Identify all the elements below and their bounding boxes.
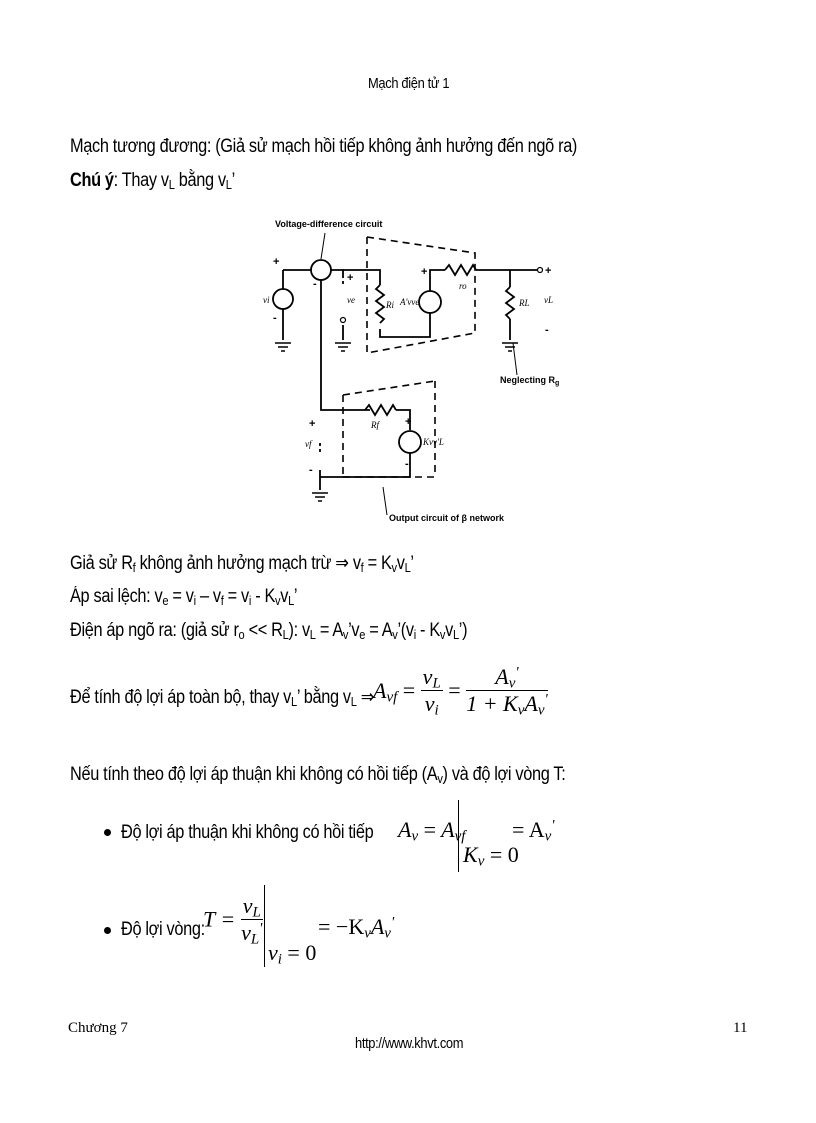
line-output-voltage: Điện áp ngõ ra: (giả sử $r_o << R_L$): $v_L$ = $A_v’v_e$ = $A_v’(v_i$ - $K_vv_L$’) [70, 620, 468, 643]
note-label: Chú ý [70, 170, 114, 191]
kv-label: Kvv'L [423, 437, 444, 447]
svg-text:+: + [421, 266, 428, 278]
neglecting-label: Neglecting $R_g$ [500, 375, 560, 387]
svg-text:+: + [545, 265, 552, 277]
rl-label: RL [519, 298, 530, 308]
line-forward-and-loop: Nếu tính theo độ lợi áp thuận khi không có hồi tiếp $(A_v)$ và độ lợi vòng T: [70, 764, 566, 787]
svg-text:+: + [273, 256, 280, 268]
fraction-vl-vi: $\frac{v_L}{v_i}$ [422, 664, 441, 719]
ri-label: Ri [386, 300, 394, 310]
footer-url[interactable]: http://www.khvt.com [355, 1035, 464, 1052]
svg-text:-: - [313, 278, 317, 290]
eq2-condition: $K_v = 0$ [463, 842, 519, 870]
eq3-condition: $v_i = 0$ [268, 940, 317, 968]
vl-label: vL [544, 295, 553, 305]
feedback-circuit-diagram [255, 215, 565, 533]
fraction-vl-vlprime: $\frac{v_L}{v_L'}$ [241, 893, 263, 948]
evaluation-bar [264, 885, 265, 967]
footer-chapter: Chương 7 [68, 1020, 128, 1036]
line-error-voltage: Áp sai lệch: $v_e = v_i - v_f = v_i - K_vv_L$’ [70, 586, 298, 609]
eq3-result: = $-K_vA_v'$ [318, 914, 395, 942]
vf-label: vf [305, 439, 312, 449]
svg-text:+: + [405, 416, 412, 428]
equation-avf: $A_{vf}$ = $\frac{v_L}{v_i}$ = $\frac{A_v'}{1 + K_vA_v'}$ [373, 664, 548, 719]
line-total-gain: Để tính độ lợi áp toàn bộ, thay $v_L$’ bằng $v_L$ ⇒ [70, 687, 375, 710]
bullet-dot [104, 927, 111, 934]
equation-av: $A_v = A_{vf}$ [398, 817, 466, 845]
equation-loop-gain: T = $\frac{v_L}{v_L'}$ [203, 893, 263, 948]
ve-label: ve [347, 295, 355, 305]
voltage-difference-label: Voltage-difference circuit [275, 219, 383, 229]
eq2-result: = $A_v'$ [512, 817, 555, 845]
line-assume-rf: Giả sử $R_f$ không ảnh hưởng mạch trừ ⇒ $v_f = K_vv_L$’ [70, 553, 414, 576]
svg-text:+: + [309, 418, 316, 430]
fraction-closed-loop-gain: $\frac{A_v'}{1 + K_vA_v'}$ [466, 664, 548, 719]
av-label: A'vve [400, 297, 420, 307]
bullet-loop-gain-text: Độ lợi vòng: [121, 919, 205, 940]
svg-text:-: - [545, 324, 549, 336]
intro-line: Mạch tương đương: (Giả sử mạch hồi tiếp không ảnh hưởng đến ngõ ra) [70, 136, 578, 157]
bullet-forward-gain-text: Độ lợi áp thuận khi không có hồi tiếp [121, 822, 374, 843]
bullet-dot [104, 829, 111, 836]
vi-label: vi [263, 295, 270, 305]
svg-text:-: - [309, 464, 313, 476]
page-number: 11 [733, 1020, 748, 1036]
rf-label: Rf [371, 420, 379, 430]
output-circuit-label: Output circuit of β network [389, 513, 504, 523]
svg-text:+: + [347, 272, 354, 284]
note-line: Chú ý: Thay $v_L$ bằng $v_L$’ [70, 170, 235, 193]
svg-text:-: - [273, 312, 277, 324]
svg-text:-: - [405, 458, 409, 470]
evaluation-bar [458, 800, 459, 872]
page-header: Mạch điện tử 1 [368, 75, 450, 92]
ro-label: ro [459, 281, 467, 291]
